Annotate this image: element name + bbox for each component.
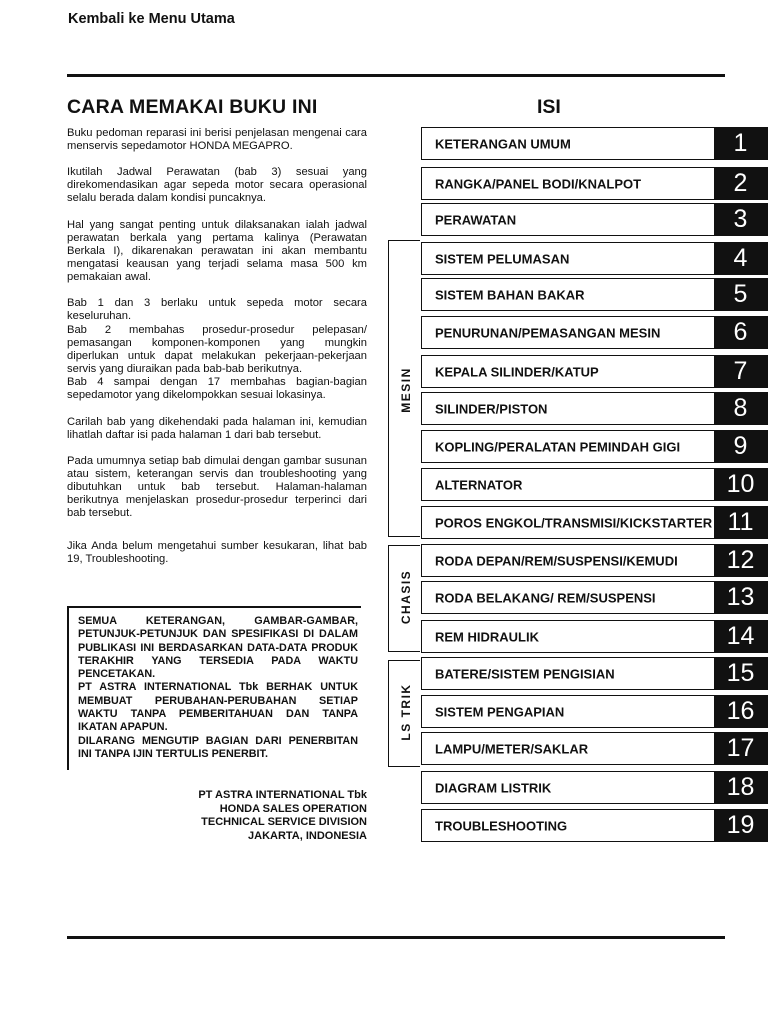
toc-item-label: SISTEM PELUMASAN: [435, 251, 570, 266]
toc-item-label: DIAGRAM LISTRIK: [435, 780, 552, 795]
toc-item-number: 9: [714, 430, 767, 463]
toc-item-label: RODA BELAKANG/ REM/SUSPENSI: [435, 590, 656, 605]
toc-item-number: 10: [714, 468, 767, 501]
toc-item-4[interactable]: [421, 242, 768, 275]
toc-item-label: REM HIDRAULIK: [435, 629, 539, 644]
toc-item-13[interactable]: [421, 581, 768, 614]
toc-item-number: 18: [714, 771, 767, 804]
toc-item-number: 7: [714, 355, 767, 388]
intro-paragraph: Buku pedoman reparasi ini berisi penjelasan mengenai cara menservis sepedamotor HONDA MEGAPRO.: [67, 127, 367, 152]
top-divider: [67, 74, 725, 77]
toc-item-12[interactable]: [421, 544, 768, 577]
toc-item-label: SISTEM BAHAN BAKAR: [435, 287, 585, 302]
toc-item-label: LAMPU/METER/SAKLAR: [435, 741, 589, 756]
notice-line: PT ASTRA INTERNATIONAL Tbk BERHAK UNTUK MEMBUAT PERUBAHAN-PERUBAHAN SETIAP WAKTU TANPA PEMBERITAHUAN DAN TANPA IKATAN APAPUN.: [78, 681, 358, 734]
notice-line: DILARANG MENGUTIP BAGIAN DARI PENERBITAN INI TANPA IJIN TERTULIS PENERBIT.: [78, 734, 358, 760]
toc-item-5[interactable]: [421, 278, 768, 311]
toc-item-label: BATERE/SISTEM PENGISIAN: [435, 666, 615, 681]
toc-item-label: TROUBLESHOOTING: [435, 818, 568, 833]
publisher-line: HONDA SALES OPERATION: [219, 802, 367, 815]
toc-item-label: RODA DEPAN/REM/SUSPENSI/KEMUDI: [435, 553, 678, 568]
toc-item-7[interactable]: [421, 355, 768, 388]
toc-item-number: 2: [714, 167, 767, 200]
intro-paragraph: Jika Anda belum mengetahui sumber kesukaran, lihat bab 19, Troubleshooting.: [67, 540, 367, 565]
toc-item-18[interactable]: [421, 771, 768, 804]
toc-item-label: PERAWATAN: [435, 212, 517, 227]
toc-item-19[interactable]: [421, 809, 768, 842]
toc-item-label: RANGKA/PANEL BODI/KNALPOT: [435, 176, 642, 191]
toc-item-number: 19: [714, 809, 767, 842]
intro-paragraph: Bab 2 membahas prosedur-prosedur pelepasan/ pemasangan komponen-komponen yang mungkin diperlukan untuk dapat melakukan pekerjaan-pekerjaan servis yang diuraikan pada bab-bab berikutnya.: [67, 324, 367, 375]
publisher-line: JAKARTA, INDONESIA: [248, 829, 367, 842]
intro-paragraph: Bab 4 sampai dengan 17 membahas bagian-bagian sepedamotor yang dikelompokkan sesuai lokasinya.: [67, 376, 367, 401]
toc-item-8[interactable]: [421, 392, 768, 425]
toc-item-2[interactable]: [421, 167, 768, 200]
toc-item-number: 11: [714, 506, 767, 539]
publisher-line: PT ASTRA INTERNATIONAL Tbk: [198, 789, 367, 801]
toc-item-number: 14: [714, 620, 767, 653]
toc-item-number: 4: [714, 242, 767, 275]
toc-item-number: 8: [714, 392, 767, 425]
toc-item-16[interactable]: [421, 695, 768, 728]
toc-item-number: 15: [714, 657, 767, 690]
intro-paragraph: Carilah bab yang dikehendaki pada halaman ini, kemudian lihatlah daftar isi pada halaman 1 dari bab tersebut.: [67, 416, 367, 441]
toc-item-6[interactable]: [421, 316, 768, 349]
toc-item-number: 13: [714, 581, 767, 614]
toc-item-label: SILINDER/PISTON: [435, 401, 548, 416]
toc-item-15[interactable]: [421, 657, 768, 690]
toc-item-number: 5: [714, 278, 767, 311]
toc-item-10[interactable]: [421, 468, 768, 501]
toc-item-number: 12: [714, 544, 767, 577]
notice-line: SEMUA KETERANGAN, GAMBAR-GAMBAR, PETUNJUK-PETUNJUK DAN SPESIFIKASI DI DALAM PUBLIKASI INI BERDASARKAN DATA-DATA PRODUK TERAKHIR YANG TERSEDIA PADA WAKTU PENCETAKAN.: [78, 615, 358, 681]
toc-item-17[interactable]: [421, 732, 768, 765]
toc-item-number: 3: [714, 203, 767, 236]
toc-item-number: 16: [714, 695, 767, 728]
toc-item-label: SISTEM PENGAPIAN: [435, 704, 565, 719]
toc-item-1[interactable]: [421, 127, 768, 160]
toc-item-label: POROS ENGKOL/TRANSMISI/KICKSTARTER: [435, 515, 713, 530]
bottom-divider: [67, 936, 725, 939]
toc-item-9[interactable]: [421, 430, 768, 463]
toc-title: ISI: [537, 96, 561, 118]
publisher-line: TECHNICAL SERVICE DIVISION: [201, 816, 367, 828]
intro-paragraph: Bab 1 dan 3 berlaku untuk sepeda motor secara keseluruhan.: [67, 297, 367, 322]
toc-item-label: ALTERNATOR: [435, 477, 523, 492]
intro-paragraph: Pada umumnya setiap bab dimulai dengan gambar susunan atau sistem, keterangan servis dan troubleshooting yang dibutuhkan untuk bab tersebut. Halaman-halaman berikutnya menjelaskan prosedur-prosedur terperinci dari bab tersebut.: [67, 455, 367, 519]
notice-text: [78, 615, 358, 761]
toc-item-number: 17: [714, 732, 767, 765]
back-to-main-menu-link[interactable]: Kembali ke Menu Utama: [68, 11, 235, 27]
toc-item-label: KEPALA SILINDER/KATUP: [435, 364, 599, 379]
intro-paragraph: Hal yang sangat penting untuk dilaksanakan ialah jadwal perawatan berkala yang pertama kalinya (Perawatan Berkala I), dikarenakan perawatan ini akan membantu mengatasi keausan yang terjadi selama masa 500 km pemakaian awal.: [67, 219, 367, 283]
toc-item-label: KETERANGAN UMUM: [435, 136, 571, 151]
group-label-chasis: CHASIS: [399, 569, 413, 625]
toc-item-label: KOPLING/PERALATAN PEMINDAH GIGI: [435, 439, 681, 454]
intro-paragraph: Ikutilah Jadwal Perawatan (bab 3) sesuai yang direkomendasikan agar sepeda motor secara operasional selalu berada dalam kondisi puncaknya.: [67, 166, 367, 204]
group-label-mesin: MESIN: [399, 367, 413, 413]
group-label-listrik: LS TRIK: [399, 683, 413, 741]
toc-item-14[interactable]: [421, 620, 768, 653]
page-title: CARA MEMAKAI BUKU INI: [67, 96, 318, 118]
toc-item-number: 1: [714, 127, 767, 160]
toc-item-label: PENURUNAN/PEMASANGAN MESIN: [435, 325, 661, 340]
toc-item-number: 6: [714, 316, 767, 349]
toc-item-3[interactable]: [421, 203, 768, 236]
toc-item-11[interactable]: [421, 506, 768, 539]
publisher-block: [180, 789, 367, 843]
